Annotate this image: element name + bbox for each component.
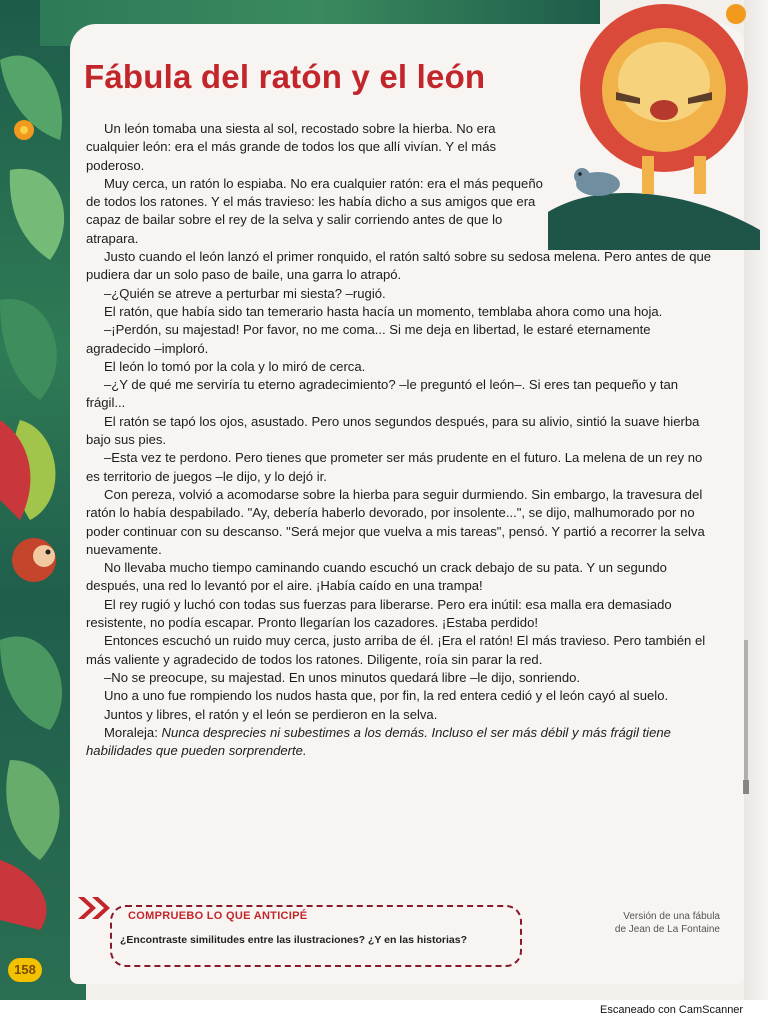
side-note [743, 640, 749, 794]
activity-title: COMPRUEBO LO QUE ANTICIPÉ [128, 910, 308, 922]
flower-icon [14, 120, 34, 140]
paragraph: El león lo tomó por la cola y lo miró de cerca. [104, 358, 366, 374]
credit-line: Versión de una fábula [623, 911, 720, 922]
paragraph: Justo cuando el león lanzó el primer ronquido, el ratón saltó sobre su sedosa melena. Pero antes de que pudiera dar un solo paso de baile, una garra lo atrapó. [86, 249, 712, 283]
paragraph: Uno a uno fue rompiendo los nudos hasta que, por fin, la red entera cedió y el león cayó al suelo. [104, 688, 669, 704]
paragraph: El ratón, que había sido tan temerario hasta hacía un momento, temblaba ahora como una hoja. [104, 303, 663, 319]
source-credit [560, 910, 720, 936]
paragraph: –¡Perdón, su majestad! Por favor, no me coma... Si me deja en libertad, le estaré eternamente agradecido –imploró. [86, 322, 651, 356]
paragraph: Un león tomaba una siesta al sol, recostado sobre la hierba. No era cualquier león: era el más grande de todos los que allí vivían. Y el más poderoso. [86, 121, 497, 173]
monkey-icon [12, 538, 56, 582]
page-number: 158 [8, 958, 42, 982]
moraleja [86, 724, 716, 761]
paragraph: –No se preocupe, su majestad. En unos minutos quedará libre –le dijo, sonriendo. [104, 669, 581, 685]
paragraph: Muy cerca, un ratón lo espiaba. No era cualquier ratón: era el más pequeño de todos los ratones. Y el más travieso: les había dicho a sus amigos que era capaz de bailar sobre el rey de la selva y salir corriendo antes de que lo atrapara. [86, 175, 543, 246]
activity-question: ¿Encontraste similitudes entre las ilustraciones? ¿Y en las historias? [120, 934, 467, 946]
scanner-watermark: Escaneado con CamScanner [600, 1004, 744, 1016]
credit-line: de Jean de La Fontaine [614, 924, 720, 935]
moraleja-label: Moraleja: [104, 724, 158, 740]
moraleja-text: Nunca desprecies ni subestimes a los demás. Incluso el ser más débil y más frágil tiene habilidades que pueden sorprenderte. [86, 724, 671, 759]
paragraph: –¿Y de qué me serviría tu eterno agradecimiento? –le preguntó el león–. Si eres tan pequeño y tan frágil... [86, 377, 679, 411]
paragraph: El rey rugió y luchó con todas sus fuerzas para liberarse. Pero era inútil: esa malla era demasiado resistente, no podía escapar. Pronto llegarían los cazadores. ¡Estaba perdido! [86, 596, 672, 631]
paragraph: –Esta vez te perdono. Pero tienes que prometer ser más prudente en el futuro. La melena de un rey no es territorio de juegos –le dijo, y lo dejó ir. [86, 450, 703, 484]
paragraph: El ratón se tapó los ojos, asustado. Pero unos segundos después, para su alivio, sintió la suave hierba bajo sus pies. [86, 413, 700, 448]
paragraph: No llevaba mucho tiempo caminando cuando escuchó un crack debajo de su pata. Y un segundo después, una red lo levantó por el aire. ¡Había caído en una trampa! [86, 560, 667, 594]
paragraph: Con pereza, volvió a acomodarse sobre la hierba para seguir durmiendo. Sin embargo, la travesura del ratón lo había despabilado. "Ay, debería haberlo devorado, por insolente...", se dijo, malhumorado por no poder continuar con su descanso. "Será mejor que vuelva a mis tareas", pensó. Y partió a recorrer la selva nuevamente. [86, 486, 705, 557]
story-text [86, 120, 716, 760]
paragraph: Juntos y libres, el ratón y el león se perdieron en la selva. [104, 706, 438, 722]
page-title: Fábula del ratón y el león [84, 58, 486, 95]
paragraph: Entonces escuchó un ruido muy cerca, justo arriba de él. ¡Era el ratón! El más travieso. Pero también el más valiente y agradecido de todos los ratones. Diligente, roía sin parar la red. [86, 633, 706, 667]
paragraph: –¿Quién se atreve a perturbar mi siesta? –rugió. [104, 285, 386, 301]
